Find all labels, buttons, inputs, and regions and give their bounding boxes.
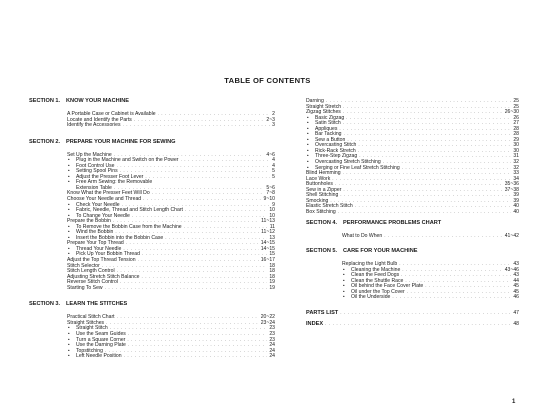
entry-text: Buttonholes — [306, 181, 333, 187]
continued-entries — [306, 98, 519, 214]
dot-leader — [325, 320, 511, 327]
entry-page: 14~15 — [260, 245, 275, 252]
section-title: CARE FOR YOUR MACHINE — [343, 248, 418, 255]
entry-list — [67, 152, 275, 291]
entry-page: 11~13 — [261, 218, 275, 224]
entry-text: Choose Your Needle and Thread — [67, 196, 142, 202]
toc-section — [29, 301, 275, 358]
entry-page: 24 — [269, 347, 275, 354]
entry-text: Set Up the Machine — [67, 151, 112, 158]
entry-page: 23 — [269, 325, 275, 331]
entry-page: 45 — [513, 288, 519, 295]
section-heading — [306, 248, 519, 255]
entry-page: 43 — [513, 272, 519, 278]
entry-text: • Clean the Shuttle Race — [342, 278, 403, 284]
entry-text: Shell Stitching — [306, 192, 339, 198]
entry-text: • Use the Darning Plate — [67, 342, 126, 348]
toc-section — [29, 98, 275, 128]
entry-page: 24 — [269, 342, 275, 348]
entry-text: Straight Stretch — [306, 103, 342, 110]
entry-text: Blind Hemming — [306, 170, 341, 176]
entry-page: 24 — [269, 353, 275, 359]
standalone-page: 48 — [513, 320, 519, 327]
section-title: LEARN THE STITCHES — [66, 301, 128, 308]
entry-page: 9 — [272, 201, 275, 208]
dot-leader — [124, 353, 268, 359]
entry-page: 11 — [269, 223, 275, 230]
toc-section — [306, 248, 519, 300]
entry-text: • Adjust the Presser Foot Lever — [67, 174, 143, 180]
standalone-title: PARTS LIST — [306, 309, 339, 316]
entry-text: Starting To Sew — [67, 284, 103, 291]
toc-entry — [67, 353, 275, 359]
entry-page: 10 — [269, 207, 275, 213]
section-heading — [306, 220, 519, 227]
entry-text: Identify the Accessories — [67, 122, 121, 128]
toc-entry — [306, 209, 519, 215]
entry-page: 33 — [513, 170, 519, 176]
entry-page: 4~6 — [266, 151, 275, 158]
entry-text: • Rick-Rack Stretch — [306, 148, 356, 154]
dot-leader — [123, 122, 271, 128]
right-column — [306, 98, 519, 331]
section-heading — [29, 98, 275, 105]
entry-page: 39 — [513, 192, 519, 198]
entry-page: 13 — [269, 234, 275, 241]
dot-leader — [340, 309, 511, 316]
page-number: 1 — [512, 399, 516, 405]
entry-page: 25 — [513, 103, 519, 110]
entry-text: Zigzag Stitches — [306, 109, 341, 115]
entry-text: • Serging or Fine Leaf Stretch Stitching — [306, 165, 400, 171]
entry-text: Straight Stitches — [67, 319, 105, 326]
entry-page: 43 — [513, 261, 519, 267]
entry-text: Stitch Length Control — [67, 268, 115, 274]
page-title: TABLE OF CONTENTS — [224, 76, 311, 85]
entry-text: • Wind the Bobbin — [67, 229, 113, 235]
toc-section — [306, 220, 519, 239]
entry-text: • Overcasting Stretch Stitching — [306, 159, 381, 165]
entry-page: 34 — [513, 175, 519, 182]
entry-page: 16~17 — [260, 257, 275, 263]
entry-page: 18 — [269, 262, 275, 269]
entry-page: 2 — [272, 111, 275, 117]
entry-text: What to Do When — [342, 233, 383, 240]
entry-text: • Bar Tacking — [306, 131, 342, 137]
entry-text: Prepare Your Top Thread — [67, 240, 124, 246]
entry-page: 39 — [513, 197, 519, 204]
entry-page: 18 — [269, 268, 275, 274]
entry-text: • Straight Stitch — [67, 325, 108, 331]
entry-text: • To Change Your Needle — [67, 213, 130, 219]
entry-page: 45 — [513, 283, 519, 289]
entry-page: 32 — [513, 164, 519, 171]
toc-entry — [342, 233, 519, 239]
entry-text: • Plug in the Machine and Switch on the Power — [67, 157, 179, 163]
entry-page: 37~38 — [504, 186, 519, 193]
entry-text: • Use the Seam Guides — [67, 331, 126, 337]
entry-page: 20~22 — [260, 314, 275, 320]
standalone-title: INDEX — [306, 320, 324, 327]
entry-text: Extension Table — [76, 184, 112, 191]
section-number: SECTION 4. — [306, 220, 338, 227]
dot-leader — [145, 174, 270, 180]
entry-page: 30 — [513, 142, 519, 148]
entry-text: • Basic Zigzag — [306, 115, 344, 121]
section-heading — [29, 301, 275, 308]
entry-page: 23~24 — [260, 319, 275, 326]
entry-text: • Oil the Underside — [342, 294, 390, 300]
entry-text: • Pick Up Your Bobbin Thread — [67, 251, 140, 257]
section-title: PREPARE YOUR MACHINE FOR SEWING — [66, 138, 176, 145]
entry-page: 5 — [272, 173, 275, 180]
entry-text: • Check Your Needle — [67, 202, 120, 208]
entry-text: • Topstitching — [67, 348, 103, 354]
entry-page: 7~8 — [266, 190, 275, 197]
entry-list — [342, 233, 519, 239]
entry-text: Replacing the Light Bulb — [342, 261, 398, 267]
entry-text: Adjust the Top Thread Tension — [67, 257, 136, 263]
entry-text: Lace Work — [306, 175, 331, 182]
entry-text: • Overcasting Stitch — [306, 142, 356, 148]
entry-page: 19 — [269, 284, 275, 291]
entry-page: 26~30 — [504, 109, 519, 115]
entry-text: • Thread Your Needle — [67, 246, 121, 252]
entry-text: Box Stitching — [306, 208, 336, 215]
entry-page: 30 — [513, 147, 519, 154]
entry-text: Know What the Presser Feet Will Do — [67, 190, 150, 197]
dot-leader — [338, 209, 512, 215]
entry-text: • Insert the Bobbin into the Bobbin Case — [67, 235, 163, 241]
entry-text: • Free Arm Sewing: the Removable — [67, 179, 152, 185]
entry-text: • To Remove the Bobbin Case from the Machine — [67, 224, 182, 230]
entry-text: • Oil under the Top Cover — [342, 289, 405, 295]
section-number: SECTION 5. — [306, 248, 338, 255]
standalone-entries — [306, 309, 519, 327]
left-column — [29, 98, 275, 359]
entry-page: 44 — [513, 277, 519, 284]
entry-text: • Left Needle Position — [67, 353, 122, 359]
section-number: SECTION 1. — [29, 98, 61, 104]
entry-text: Smocking — [306, 197, 329, 204]
entry-page: 10 — [269, 212, 275, 219]
entry-page: 46 — [513, 294, 519, 300]
entry-text: A Portable Case or Cabinet is Available — [67, 111, 156, 117]
entry-page: 25 — [513, 98, 519, 104]
entry-list — [306, 98, 519, 214]
entry-text: Sew in a Zipper — [306, 186, 342, 193]
entry-page: 4 — [272, 162, 275, 169]
section-heading — [29, 139, 275, 146]
entry-text: • Clean the Feed Dogs — [342, 272, 399, 278]
entry-page: 14~15 — [260, 240, 275, 246]
entry-page: 11~12 — [261, 229, 275, 235]
entry-page: 32 — [513, 159, 519, 165]
entry-text: • Satin Stitch — [306, 120, 341, 126]
entry-list — [67, 111, 275, 128]
entry-page: 19 — [269, 279, 275, 285]
entry-page: 4 — [272, 157, 275, 163]
entry-page: 5 — [272, 168, 275, 174]
entry-page: 2~3 — [266, 116, 275, 123]
entry-text: Darning — [306, 98, 324, 104]
entry-text: • Fabric, Needle, Thread and Stitch Length Chart — [67, 207, 183, 213]
dot-leader — [105, 285, 268, 291]
entry-list — [342, 261, 519, 300]
entry-text: Reverse Stitch Control — [67, 279, 118, 285]
dot-leader — [384, 233, 502, 239]
entry-text: Adjusting Stretch Stitch Balance — [67, 273, 140, 280]
entry-page: 40 — [513, 208, 519, 215]
entry-text: • Cleaning the Machine — [342, 267, 400, 273]
entry-page: 35~36 — [504, 181, 519, 187]
standalone-page: 47 — [513, 309, 519, 316]
toc-entry — [67, 122, 275, 128]
entry-list — [67, 314, 275, 358]
entry-page: 5~6 — [266, 184, 275, 191]
standalone-entry — [306, 309, 519, 316]
section-title: KNOW YOUR MACHINE — [66, 98, 129, 104]
entry-page: 3 — [272, 122, 275, 128]
entry-text: • Sew a Button — [306, 137, 345, 143]
entry-text: Locate and Identify the Parts — [67, 116, 132, 123]
entry-text: • Appliques — [306, 126, 337, 132]
entry-page: 28 — [513, 131, 519, 137]
entry-page: 29 — [513, 136, 519, 143]
right-sections — [306, 220, 519, 308]
entry-page: 41~42 — [504, 233, 519, 240]
entry-page: 28 — [513, 125, 519, 132]
standalone-entry — [306, 320, 519, 327]
entry-page: 31 — [513, 153, 519, 160]
section-number: SECTION 3. — [29, 301, 61, 308]
entry-text: Prepare the Bobbin — [67, 218, 111, 224]
dot-leader — [392, 294, 511, 300]
section-title: PERFORMANCE PROBLEMS CHART — [343, 220, 442, 227]
entry-page: 23 — [269, 330, 275, 337]
entry-text: • Turn a Square Corner — [67, 337, 125, 343]
section-number: SECTION 2. — [29, 138, 61, 145]
toc-entry — [67, 285, 275, 291]
entry-page: 27 — [513, 120, 519, 126]
toc-section — [29, 139, 275, 291]
entry-text: • Setting Spool Pins — [67, 168, 118, 174]
entry-text: • Oil behind the Face Cover Plate — [342, 283, 423, 289]
entry-page: 23 — [269, 336, 275, 343]
entry-text: Elastic Stretch Stitch — [306, 203, 353, 209]
entry-page: 26 — [513, 114, 519, 121]
entry-text: Stitch Selector — [67, 262, 100, 269]
entry-page: 15 — [269, 251, 275, 258]
toc-entry — [342, 294, 519, 300]
entry-page: 43~46 — [504, 266, 519, 273]
entry-text: • Three-Step Zigzag — [306, 153, 357, 159]
entry-page: 9~10 — [263, 196, 275, 202]
entry-text: Practical Stitch Chart — [67, 314, 115, 320]
entry-text: • Foot Control Use — [67, 163, 115, 169]
entry-page: 40 — [513, 203, 519, 209]
entry-page: 18 — [269, 273, 275, 280]
